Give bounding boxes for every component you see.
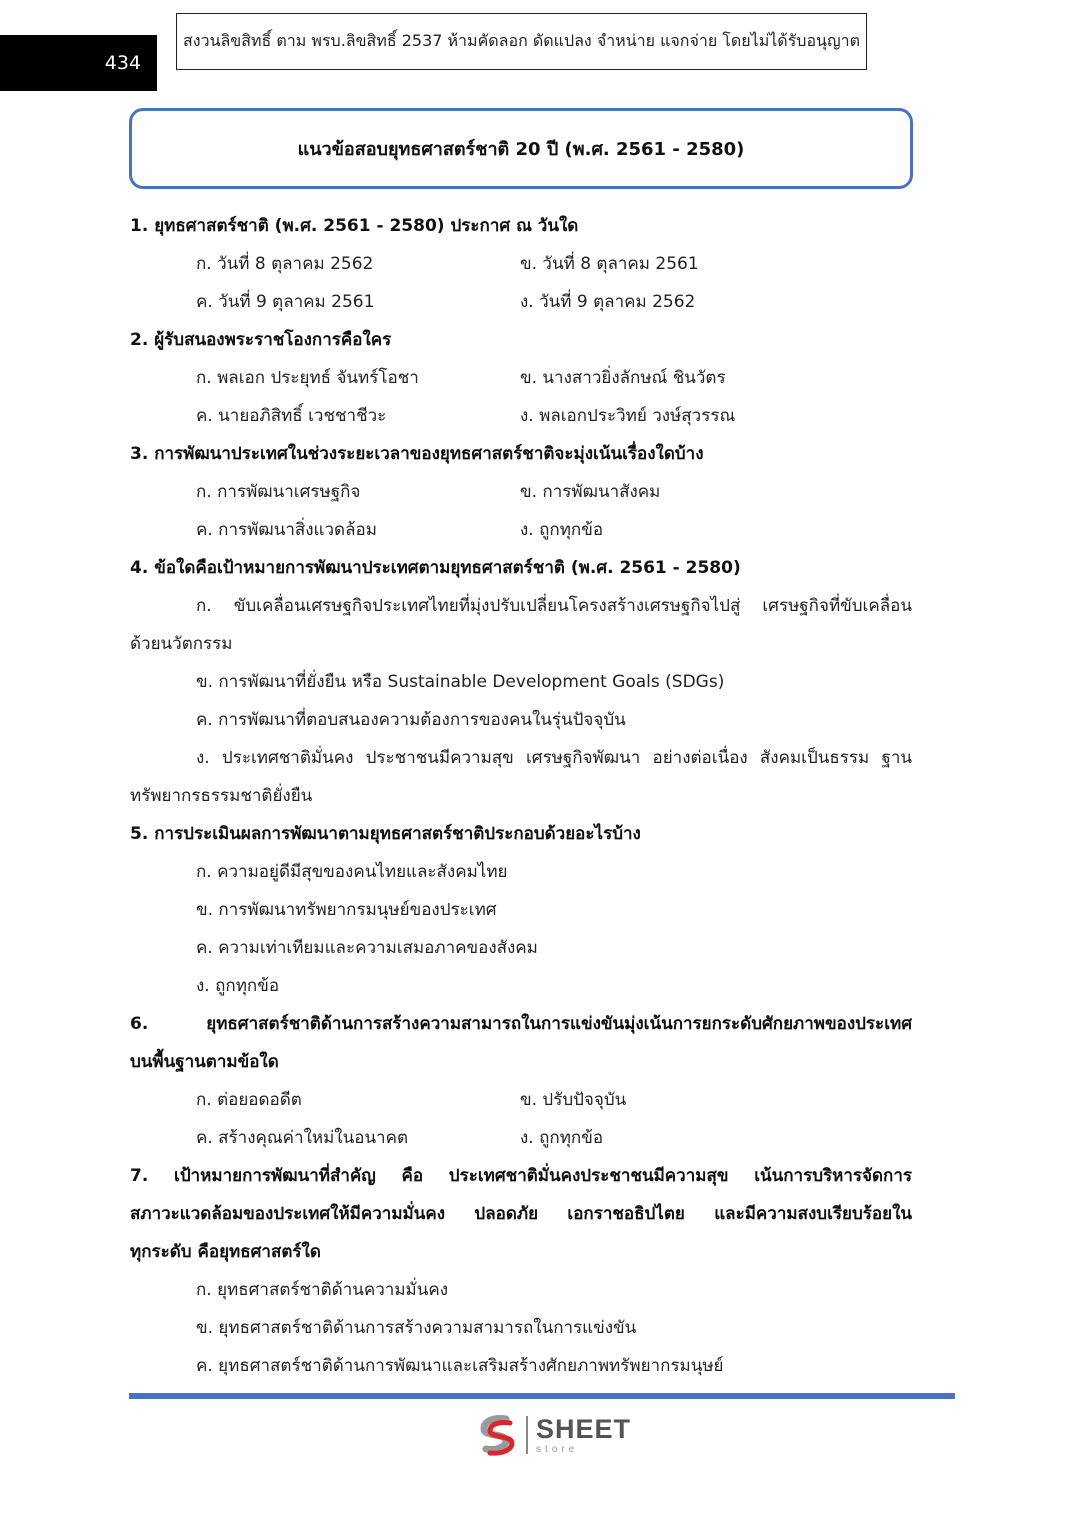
option: ก. การพัฒนาเศรษฐกิจ xyxy=(196,482,361,502)
option: ข. ปรับปัจจุบัน xyxy=(520,1090,627,1110)
sheet-s-logo-icon xyxy=(476,1413,520,1457)
option: ค. การพัฒนาสิ่งแวดล้อม xyxy=(196,520,377,540)
options-row xyxy=(130,397,912,435)
question-2: 2. ผู้รับสนองพระราชโองการคือใคร xyxy=(130,330,392,350)
option: ข. นางสาวยิ่งลักษณ์ ชินวัตร xyxy=(520,368,726,388)
question-6: 6. ยุทธศาสตร์ชาติด้านการสร้างความสามารถในการแข่งขันมุ่งเน้นการยกระดับศักยภาพของประเทศ xyxy=(130,1014,912,1034)
sheet-store-logo xyxy=(476,1412,631,1458)
option: ข. การพัฒนาสังคม xyxy=(520,482,661,502)
option: ค. ยุทธศาสตร์ชาติด้านการพัฒนาและเสริมสร้างศักยภาพทรัพยากรมนุษย์ xyxy=(196,1356,724,1376)
footer-divider xyxy=(129,1393,955,1399)
option: ค. วันที่ 9 ตุลาคม 2561 xyxy=(196,292,375,312)
page-number: 434 xyxy=(0,35,157,91)
option: ข. วันที่ 8 ตุลาคม 2561 xyxy=(520,254,699,274)
logo-divider xyxy=(526,1416,528,1454)
option: ค. สร้างคุณค่าใหม่ในอนาคต xyxy=(196,1128,409,1148)
options-row xyxy=(130,359,912,397)
page-title: แนวข้อสอบยุทธศาสตร์ชาติ 20 ปี (พ.ศ. 2561 - 2580) xyxy=(129,108,913,189)
option: ก. ยุทธศาสตร์ชาติด้านความมั่นคง xyxy=(196,1280,449,1300)
question-7-continuation: สภาวะแวดล้อมของประเทศให้มีความมั่นคง ปลอดภัย เอกราชอธิปไตย และมีความสงบเรียบร้อยใน xyxy=(130,1204,912,1224)
option: ค. นายอภิสิทธิ์ เวชชาชีวะ xyxy=(196,406,387,426)
option: ก. ความอยู่ดีมีสุขของคนไทยและสังคมไทย xyxy=(196,862,508,882)
options-row xyxy=(130,473,912,511)
question-7: 7. เป้าหมายการพัฒนาที่สำคัญ คือ ประเทศชาติมั่นคงประชาชนมีความสุข เน้นการบริหารจัดการ xyxy=(130,1166,912,1186)
copyright-notice: สงวนลิขสิทธิ์ ตาม พรบ.ลิขสิทธิ์ 2537 ห้ามคัดลอก ดัดแปลง จำหน่าย แจกจ่าย โดยไม่ได้รับอนุญาต xyxy=(176,13,867,70)
option: ข. การพัฒนาที่ยั่งยืน หรือ Sustainable Development Goals (SDGs) xyxy=(196,672,725,692)
option: ง. พลเอกประวิทย์ วงษ์สุวรรณ xyxy=(520,406,736,426)
option: ก. พลเอก ประยุทธ์ จันทร์โอชา xyxy=(196,368,419,388)
option: ง. ถูกทุกข้อ xyxy=(520,1128,604,1148)
option: ค. การพัฒนาที่ตอบสนองความต้องการของคนในรุ่นปัจจุบัน xyxy=(196,710,626,730)
logo-text xyxy=(536,1413,632,1455)
question-5: 5. การประเมินผลการพัฒนาตามยุทธศาสตร์ชาติประกอบด้วยอะไรบ้าง xyxy=(130,824,641,844)
option: ก. วันที่ 8 ตุลาคม 2562 xyxy=(196,254,374,274)
option: ข. ยุทธศาสตร์ชาติด้านการสร้างความสามารถในการแข่งขัน xyxy=(196,1318,637,1338)
options-row xyxy=(130,1081,912,1119)
option: ง. ประเทศชาติมั่นคง ประชาชนมีความสุข เศรษฐกิจพัฒนา อย่างต่อเนื่อง สังคมเป็นธรรม ฐาน xyxy=(196,748,912,768)
logo-sub-text: store xyxy=(536,1443,579,1455)
option: ง. ถูกทุกข้อ xyxy=(196,976,280,996)
question-7-continuation: ทุกระดับ คือยุทธศาสตร์ใด xyxy=(130,1242,321,1262)
question-4: 4. ข้อใดคือเป้าหมายการพัฒนาประเทศตามยุทธศาสตร์ชาติ (พ.ศ. 2561 - 2580) xyxy=(130,558,741,578)
option: ก. ต่อยอดอดีต xyxy=(196,1090,302,1110)
options-row xyxy=(130,1119,912,1157)
question-1: 1. ยุทธศาสตร์ชาติ (พ.ศ. 2561 - 2580) ประกาศ ณ วันใด xyxy=(130,216,579,236)
option-continuation: ด้วยนวัตกรรม xyxy=(130,634,233,654)
options-row xyxy=(130,245,912,283)
options-row xyxy=(130,511,912,549)
option: ก. ขับเคลื่อนเศรษฐกิจประเทศไทยที่มุ่งปรับเปลี่ยนโครงสร้างเศรษฐกิจไปสู่ เศรษฐกิจที่ขับเคลื่อน xyxy=(196,596,912,616)
option-continuation: ทรัพยากรธรรมชาติยั่งยืน xyxy=(130,786,313,806)
question-3: 3. การพัฒนาประเทศในช่วงระยะเวลาของยุทธศาสตร์ชาติจะมุ่งเน้นเรื่องใดบ้าง xyxy=(130,444,704,464)
option: ง. วันที่ 9 ตุลาคม 2562 xyxy=(520,292,696,312)
question-6-continuation: บนพื้นฐานตามข้อใด xyxy=(130,1052,279,1072)
option: ข. การพัฒนาทรัพยากรมนุษย์ของประเทศ xyxy=(196,900,497,920)
options-row xyxy=(130,283,912,321)
question-list xyxy=(130,207,912,1385)
logo-main-text: SHEET xyxy=(536,1413,632,1444)
option: ง. ถูกทุกข้อ xyxy=(520,520,604,540)
option: ค. ความเท่าเทียมและความเสมอภาคของสังคม xyxy=(196,938,538,958)
